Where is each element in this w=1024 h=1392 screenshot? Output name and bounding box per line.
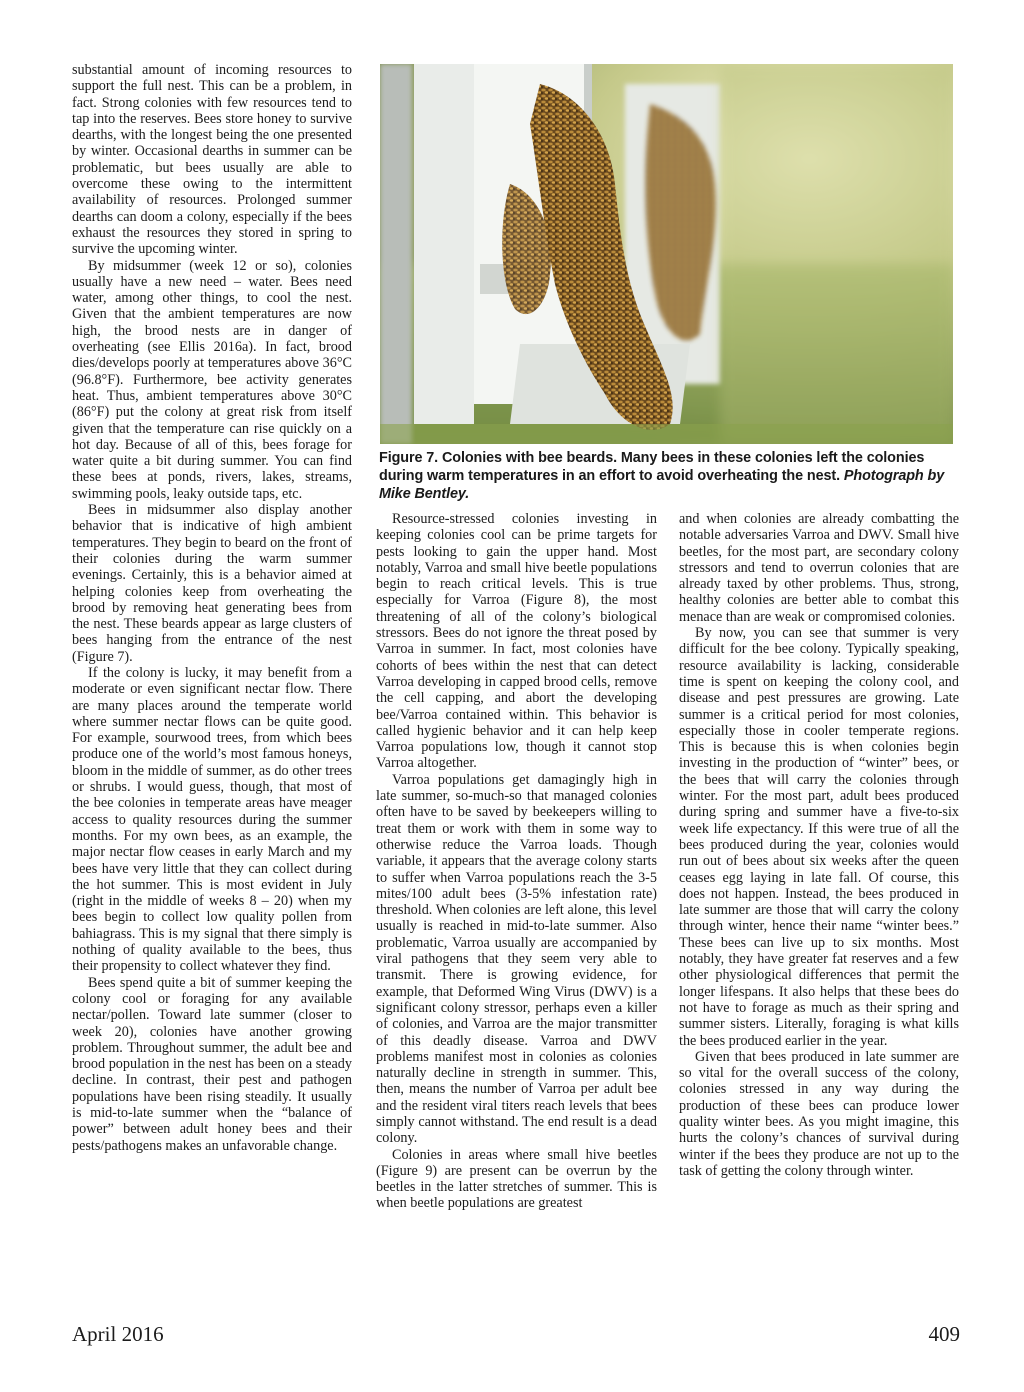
caption-text: Figure 7. Colonies with bee beards. Many bees in these colonies left the colonies during warm temperatures in an effort to avoid overheating the nest. [379, 450, 925, 484]
paragraph: If the colony is lucky, it may benefit from a moderate or even significant nectar flow. There are many places around the temperate world where summer nectar flows can be quite good. For example, sourwood trees, from which bees produce one of the world’s most famous honeys, bloom in the middle of summer, as do other trees or shrubs. I would guess, though, that most of the bee colonies in temperate areas have meager access to quality resources during the summer months. For my own bees, as an example, the major nectar flow ceases in early March and my bees have very little that they can collect during the hot summer. This is most evident in July (right in the middle of weeks 8 – 20) when my bees begin to collect low quality pollen from bahiagrass. This is my signal that there simply is nothing of quality available to the bees, thus their propensity to collect whatever they find. [72, 664, 352, 975]
paragraph: By now, you can see that summer is very difficult for the bee colony. Typically speaking, resource availability is lacking, considerable time is spent on keeping the colony cool, and disease and pest pressures are growing. Late summer is a critical period for most colonies, especially those in cooler temperate regions. This is because this is when colonies begin investing in the production of “winter” bees, or the bees that will carry the colonies through winter. For the most part, adult bees produced during spring and summer have a five-to-six week life expectancy. If this were true of all the bees produced during the year, colonies would run out of bees about six weeks after the queen ceases egg laying in late fall. Of course, this does not happen. Instead, the bees produced in late summer are those that will carry the colony through winter, hence their name “winter bees.” These bees can live up to six months. Most notably, they have greater fat reserves and a few other physiological differences that permit the longer lifespans. It also helps that these bees do not have to forage as much as their spring and summer sisters. Literally, foraging is what kills the bees produced earlier in the year. [679, 625, 959, 1049]
paragraph: and when colonies are already combatting the notable adversaries Varroa and DWV. Small hive beetles, for the most part, are secondary colony stressors and tend to overrun colonies that are already taxed by other problems. Thus, strong, healthy colonies are better able to combat this menace than are weak or compromised colonies. [679, 511, 959, 625]
paragraph: Bees spend quite a bit of summer keeping the colony cool or foraging for any available nectar/pollen. Toward late summer (closer to week 20), colonies have another growing problem. Throughout summer, the adult bee and brood population in the nest has been on a steady decline. In contrast, their pest and pathogen populations have been rising steadily. It usually is mid-to-late summer when the “balance of power” between adult honey bees and their pests/pathogens makes an unfavorable change. [72, 974, 352, 1154]
text-column-1 [72, 62, 352, 1154]
paragraph: Colonies in areas where small hive beetles (Figure 9) are present can be overrun by the beetles in the latter stretches of summer. This is when beetle populations are greatest [376, 1146, 657, 1212]
text-column-3 [679, 511, 959, 1179]
paragraph: Bees in midsummer also display another behavior that is indicative of high ambient temperatures. They begin to beard on the front of their colonies during the warm summer evenings. Certainly, this is a behavior aimed at helping colonies keep from overheating the brood by removing heat generating bees from the nest. These beards appear as large clusters of bees hanging from the entrance of the nest (Figure 7). [72, 502, 352, 665]
paragraph: substantial amount of incoming resources to support the full nest. This can be a problem, in fact. Strong colonies with few resources tend to tap into the reserves. Bees store honey to survive dearths, with the longest being the one presented by winter. Occasional dearths in summer can be problematic, but bees usually are able to overcome these owing to the intermittent availability of resources. Prolonged summer dearths can doom a colony, especially if the bees exhaust the resources they stored in spring to survive the upcoming winter. [72, 62, 352, 258]
paragraph: Given that bees produced in late summer are so vital for the overall success of the colony, colonies stressed in any way during the production of these bees can produce lower quality winter bees. As you might imagine, this hurts the colony’s chances of survival during winter if the bees they produce are not up to the task of getting the colony through winter. [679, 1048, 959, 1179]
page-number: 409 [928, 1322, 960, 1346]
text-column-2 [376, 511, 657, 1212]
bee-beard-photo [380, 64, 953, 444]
paragraph: Resource-stressed colonies investing in keeping colonies cool can be prime targets for pests looking to gain the upper hand. Most notably, Varroa and small hive beetle populations begin to reach critical levels. This is true especially for Varroa (Figure 8), the most threatening of all of the colony’s biological stressors. Bees do not ignore the threat posed by Varroa in summer. In fact, most colonies have cohorts of bees within the nest that can detect Varroa developing in capped brood cells, remove the cell capping, and abort the developing bee/Varroa contained within. This behavior is called hygienic behavior and it can help keep Varroa populations low, though it cannot stop Varroa altogether. [376, 511, 657, 772]
photo-credit: Photograph by Mike Bentley. [379, 468, 945, 502]
bee-beard-illustration [380, 64, 953, 444]
paragraph: By midsummer (week 12 or so), colonies usually have a new need – water. Bees need water, among other things, to cool the nest. Given that the ambient temperatures are now high, the brood nests are in danger of overheating (see Ellis 2016a). In fact, brood dies/develops poorly at temperatures above 36°C (96.8°F). Furthermore, bee activity generates heat. Thus, ambient temperatures above 30°C (86°F) put the colony at great risk from itself given that the temperature can rise quickly on a hot day. Because of all of this, bees forage for water quite a bit during summer. You can find these bees at ponds, rivers, lakes, streams, swimming pools, leaky outside taps, etc. [72, 257, 352, 502]
issue-date: April 2016 [72, 1322, 164, 1346]
figure-caption [379, 449, 959, 503]
paragraph: Varroa populations get damagingly high in late summer, so-much-so that managed colonies often have to be saved by beekeepers willing to treat them or work with them in some way to otherwise reduce the Varroa loads. Though variable, it appears that the average colony starts to suffer when Varroa populations reach the 3-5 mites/100 adult bees (3-5% infestation rate) threshold. When colonies are left alone, this level usually is reached in mid-to-late summer. Also problematic, Varroa usually are accompanied by viral pathogens that they seem very able to transmit. There is growing evidence, for example, that Deformed Wing Virus (DWV) is a significant colony stressor, perhaps even a killer of colonies, and Varroa are the major transmitter of this deadly disease. Varroa and DWV problems manifest most in colonies as colonies naturally decline in strength in summer. This, then, means the number of Varroa per adult bee and the resident viral titers reach levels that bees simply cannot withstand. The end result is a dead colony. [376, 771, 657, 1147]
